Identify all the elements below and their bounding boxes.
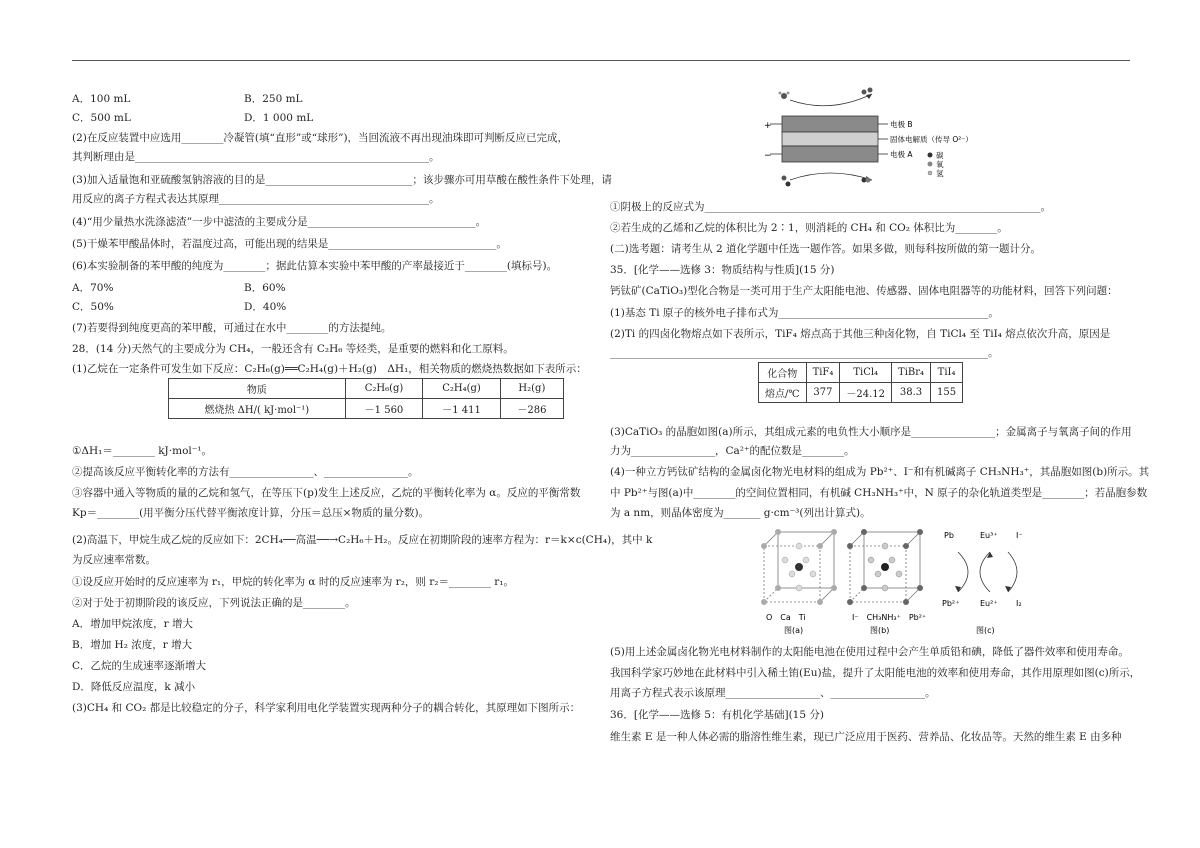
table-cell: 155 <box>931 383 963 403</box>
q28-2-a: ①设反应开始时的反应速率为 r₁，甲烷的转化率为 α 时的反应速率为 r₂，则 r₂＝________ r₁。 <box>72 576 515 588</box>
table-header-cell: H₂(g) <box>500 379 563 399</box>
legend-b: I⁻ CH₃NH₃⁺ Pb²⁺ <box>852 613 927 622</box>
caption-b: 图(b) <box>870 626 890 635</box>
electrochemical-cell-figure <box>760 86 1020 190</box>
table-cell: －286 <box>500 399 563 419</box>
option-c: C．乙烷的生成速率逐渐增大 <box>72 660 207 672</box>
q28-2-b: ②对于处于初期阶段的该反应，下列说法正确的是________。 <box>72 597 356 609</box>
option-a-100: A．100 mL <box>72 93 131 105</box>
q28-1-a: ①ΔH₁＝________ kJ·mol⁻¹。 <box>72 445 212 457</box>
q35-5-line3: 用离子方程式表示该原理__________________、__________________。 <box>610 687 936 699</box>
option-c-50: C．50% <box>72 301 114 313</box>
option-b: B．增加 H₂ 浓度，r 增大 <box>72 639 193 651</box>
q28-2-line1: (2)高温下，甲烷生成乙烷的反应如下：2CH₄──高温──→C₂H₆＋H₂。反应在初期阶段的速率方程为：r＝k×c(CH₄)，其中 k <box>72 534 653 546</box>
elective-instructions: (二)选考题：请考生从 2 道化学题中任选一题作答。如果多做，则每科按所做的第一题计分。 <box>610 243 1042 255</box>
q35-2-line2: ________________________________________________________________________。 <box>610 347 999 359</box>
q28-3-line: (3)CH₄ 和 CO₂ 都是比较稳定的分子，科学家利用电化学装置实现两种分子的耦合转化，其原理如下图所示： <box>72 702 581 714</box>
table-cell: －24.12 <box>840 383 892 403</box>
crystal-structure-figures <box>758 524 1058 636</box>
plus-terminal-label: + <box>764 121 772 131</box>
legend-oxygen: 氧 <box>936 160 944 169</box>
q28-1-b: ②提高该反应平衡转化率的方法有________________、________________。 <box>72 466 419 478</box>
q2-line1: (2)在反应装置中应选用________冷凝管(填“直形”或“球形”)，当回流液不再出现油珠即可判断反应已完成， <box>72 132 569 144</box>
option-d-1000: D．1 000 mL <box>244 112 314 124</box>
table-cell: 燃烧热 ΔH/( kJ·mol⁻¹) <box>169 399 346 419</box>
q28-1-c-line2: Kp＝________(用平衡分压代替平衡浓度计算，分压＝总压×物质的量分数)。 <box>72 507 430 519</box>
q36-intro: 维生素 E 是一种人体必需的脂溶性维生素，现已广泛应用于医药、营养品、化妆品等。天然的维生素 E 由多种 <box>610 731 1122 743</box>
option-b-60: B．60% <box>244 282 286 294</box>
option-c-500: C．500 mL <box>72 112 131 124</box>
q3-line1: (3)加入适量饱和亚硫酸氢钠溶液的目的是____________________________；该步骤亦可用草酸在酸性条件下处理，请 <box>72 174 612 186</box>
q5-line: (5)干燥苯甲酸晶体时，若温度过高，可能出现的结果是________________________________。 <box>72 238 507 250</box>
melting-point-table <box>758 362 963 403</box>
label-eu2: Eu²⁺ <box>980 599 998 608</box>
redox-cycle-figure-c <box>958 552 1017 592</box>
top-rule <box>72 60 1130 61</box>
table-header-cell: TiBr₄ <box>892 363 931 383</box>
q6-line: (6)本实验制备的苯甲酸的纯度为________；据此估算本实验中苯甲酸的产率最接近于________(填标号)。 <box>72 260 558 272</box>
legend-hydrogen: 氢 <box>936 169 944 178</box>
electrode-b-label: 电极 B <box>890 120 913 129</box>
q4-line: (4)“用少量热水洗涤滤渣”一步中滤渣的主要成分是________________________________。 <box>72 216 487 228</box>
q7-line: (7)若要得到纯度更高的苯甲酸，可通过在水中________的方法提纯。 <box>72 322 392 334</box>
q-cathode-reaction: ①阴极上的反应式为________________________________________________________________。 <box>610 201 1051 213</box>
q35-3-line1: (3)CaTiO₃ 的晶胞如图(a)所示，其组成元素的电负性大小顺序是________________；金属离子与氧离子间的作用 <box>610 426 1132 438</box>
q35-title: 35．[化学——选修 3：物质结构与性质](15 分) <box>610 264 835 276</box>
table-header-cell: TiCl₄ <box>840 363 892 383</box>
option-b-250: B．250 mL <box>244 93 303 105</box>
label-i2: I₂ <box>1016 599 1022 608</box>
table-cell: 377 <box>806 383 840 403</box>
q36-title: 36．[化学——选修 5：有机化学基础](15 分) <box>610 709 824 721</box>
label-pb2: Pb²⁺ <box>942 599 960 608</box>
electrolyte-label: 固体电解质（传导 O²⁻） <box>890 135 973 144</box>
q28-intro: 28．(14 分)天然气的主要成分为 CH₄，一般还含有 C₂H₆ 等烃类，是重要的燃料和化工原料。 <box>72 343 514 355</box>
option-a-70: A．70% <box>72 282 114 294</box>
option-a: A．增加甲烷浓度，r 增大 <box>72 618 193 630</box>
q2-line2: 其判断理由是________________________________________________________。 <box>72 151 440 163</box>
table-header-cell: C₂H₄(g) <box>423 379 501 399</box>
option-d-40: D．40% <box>244 301 287 313</box>
legend-carbon: 碳 <box>936 151 944 160</box>
table-cell: －1 560 <box>345 399 423 419</box>
table-cell: 熔点/℃ <box>759 383 807 403</box>
q28-1-c-line1: ③容器中通入等物质的量的乙烷和氢气，在等压下(p)发生上述反应，乙烷的平衡转化率为 α。反应的平衡常数 <box>72 487 581 499</box>
legend-a: O Ca Ti <box>766 613 806 622</box>
label-i-minus: I⁻ <box>1016 531 1023 540</box>
table-header-cell: 化合物 <box>759 363 807 383</box>
q35-5-line2: 我国科学家巧妙地在此材料中引入稀土铕(Eu)盐，提升了太阳能电池的效率和使用寿命，其作用原理如图(c)所示， <box>610 667 1141 679</box>
q3-line2: 用反应的离子方程式表达其原理________________________________________。 <box>72 193 440 205</box>
table-header-cell: C₂H₆(g) <box>345 379 423 399</box>
table-header-cell: 物质 <box>169 379 346 399</box>
minus-terminal-label: − <box>764 151 772 161</box>
option-d: D．降低反应温度，k 减小 <box>72 681 196 693</box>
q-volume-ratio: ②若生成的乙烯和乙烷的体积比为 2∶1，则消耗的 CH₄ 和 CO₂ 体积比为________。 <box>610 222 1008 234</box>
q35-4-line3: 为 a nm，则晶体密度为_______ g·cm⁻³(列出计算式)。 <box>610 507 871 519</box>
table-header-cell: TiF₄ <box>806 363 840 383</box>
table-cell: －1 411 <box>423 399 501 419</box>
label-pb: Pb <box>944 531 954 540</box>
q35-4-line1: (4)一种立方钙钛矿结构的金属卤化物光电材料的组成为 Pb²⁺、I⁻和有机碱离子 CH₃NH₃⁺，其晶胞如图(b)所示。其 <box>610 466 1150 478</box>
q35-3-line2: 力为________________，Ca²⁺的配位数是________。 <box>610 445 855 457</box>
caption-c: 图(c) <box>976 626 995 635</box>
q35-1: (1)基态 Ti 原子的核外电子排布式为________________________________________。 <box>610 307 999 319</box>
electrode-a-label: 电极 A <box>890 150 913 159</box>
q35-5-line1: (5)用上述金属卤化物光电材料制作的太阳能电池在使用过程中会产生单质铅和碘，降低了器件效率和使用寿命。 <box>610 646 1129 658</box>
q28-1-line: (1)乙烷在一定条件可发生如下反应：C₂H₆(g)══C₂H₄(g)＋H₂(g) ΔH₁，相关物质的燃烧热数据如下表所示： <box>72 363 587 375</box>
table-cell: 38.3 <box>892 383 931 403</box>
label-eu3-top: Eu³⁺ <box>980 531 998 540</box>
combustion-heat-table <box>168 378 564 419</box>
caption-a: 图(a) <box>784 626 804 635</box>
table-header-cell: TiI₄ <box>931 363 963 383</box>
q35-intro: 钙钛矿(CaTiO₃)型化合物是一类可用于生产太阳能电池、传感器、固体电阻器等的功能材料，回答下列问题： <box>610 285 1118 297</box>
q28-2-line2: 为反应速率常数。 <box>72 554 156 566</box>
q35-2-line1: (2)Ti 的四卤化物熔点如下表所示，TiF₄ 熔点高于其他三种卤化物，自 TiCl₄ 至 TiI₄ 熔点依次升高，原因是 <box>610 328 1111 340</box>
q35-4-line2: 中 Pb²⁺与图(a)中________的空间位置相同，有机碱 CH₃NH₃⁺中，N 原子的杂化轨道类型是________；若晶胞参数 <box>610 487 1148 499</box>
